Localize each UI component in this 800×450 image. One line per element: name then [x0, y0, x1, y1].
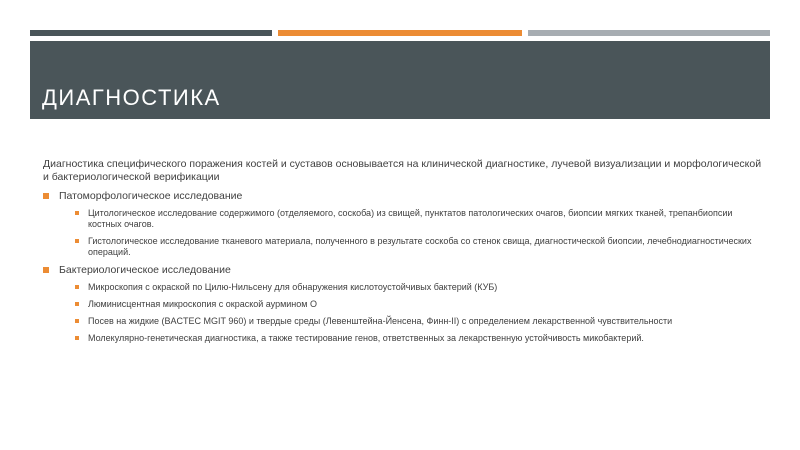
list-item — [88, 316, 763, 327]
list-item-text: Молекулярно-генетическая диагностика, а также тестирование генов, ответственных за лекарственную устойчивость микобактерий. — [88, 333, 644, 343]
list-item — [88, 333, 763, 344]
square-bullet-icon — [75, 319, 79, 323]
intro-text: Диагностика специфического поражения костей и суставов основывается на клинической диагностике, лучевой визуализации и морфологической и бактериологической верификации — [43, 158, 762, 183]
square-bullet-icon — [75, 285, 79, 289]
list-item-text: Микроскопия с окраской по Цилю-Нильсену для обнаружения кислотоустойчивых бактерий (КУБ) — [88, 282, 498, 292]
list-item-text: Цитологическое исследование содержимого (отделяемого, соскоба) из свищей, пунктатов патологических очагов, биопсии мягких тканей, трепанбиопсии костных очагов. — [88, 208, 733, 229]
list-item-text: Гистологическое исследование тканевого материала, полученного в результате соскоба со стенок свища, диагностической биопсии, лечебнодиагностических операций. — [88, 236, 752, 257]
slide-title: ДИАГНОСТИКА — [42, 85, 221, 110]
accent-bar-gray — [528, 30, 770, 36]
section-heading: Бактериологическое исследование — [59, 264, 231, 276]
list-item-text: Посев на жидкие (BACTEC MGIT 960) и твердые среды (Левенштейна-Йенсена, Финн-II) с определением лекарственной чувствительности — [88, 316, 673, 326]
square-bullet-icon — [43, 193, 49, 199]
section-item — [43, 264, 763, 344]
top-accent-bars — [30, 30, 770, 36]
accent-bar-dark — [30, 30, 272, 36]
list-item-text: Люминисцентная микроскопия с окраской аурмином О — [88, 299, 317, 309]
subitem-list — [59, 208, 763, 258]
section-list — [43, 190, 763, 344]
square-bullet-icon — [43, 267, 49, 273]
square-bullet-icon — [75, 211, 79, 215]
list-item — [88, 236, 763, 258]
list-item — [88, 282, 763, 293]
title-band — [30, 41, 770, 119]
accent-bar-orange — [278, 30, 522, 36]
subitem-list — [59, 282, 763, 344]
square-bullet-icon — [75, 302, 79, 306]
list-item — [88, 208, 763, 230]
slide-content — [43, 158, 763, 350]
section-item — [43, 190, 763, 258]
square-bullet-icon — [75, 336, 79, 340]
list-item — [88, 299, 763, 310]
square-bullet-icon — [75, 239, 79, 243]
section-heading: Патоморфологическое исследование — [59, 190, 243, 202]
